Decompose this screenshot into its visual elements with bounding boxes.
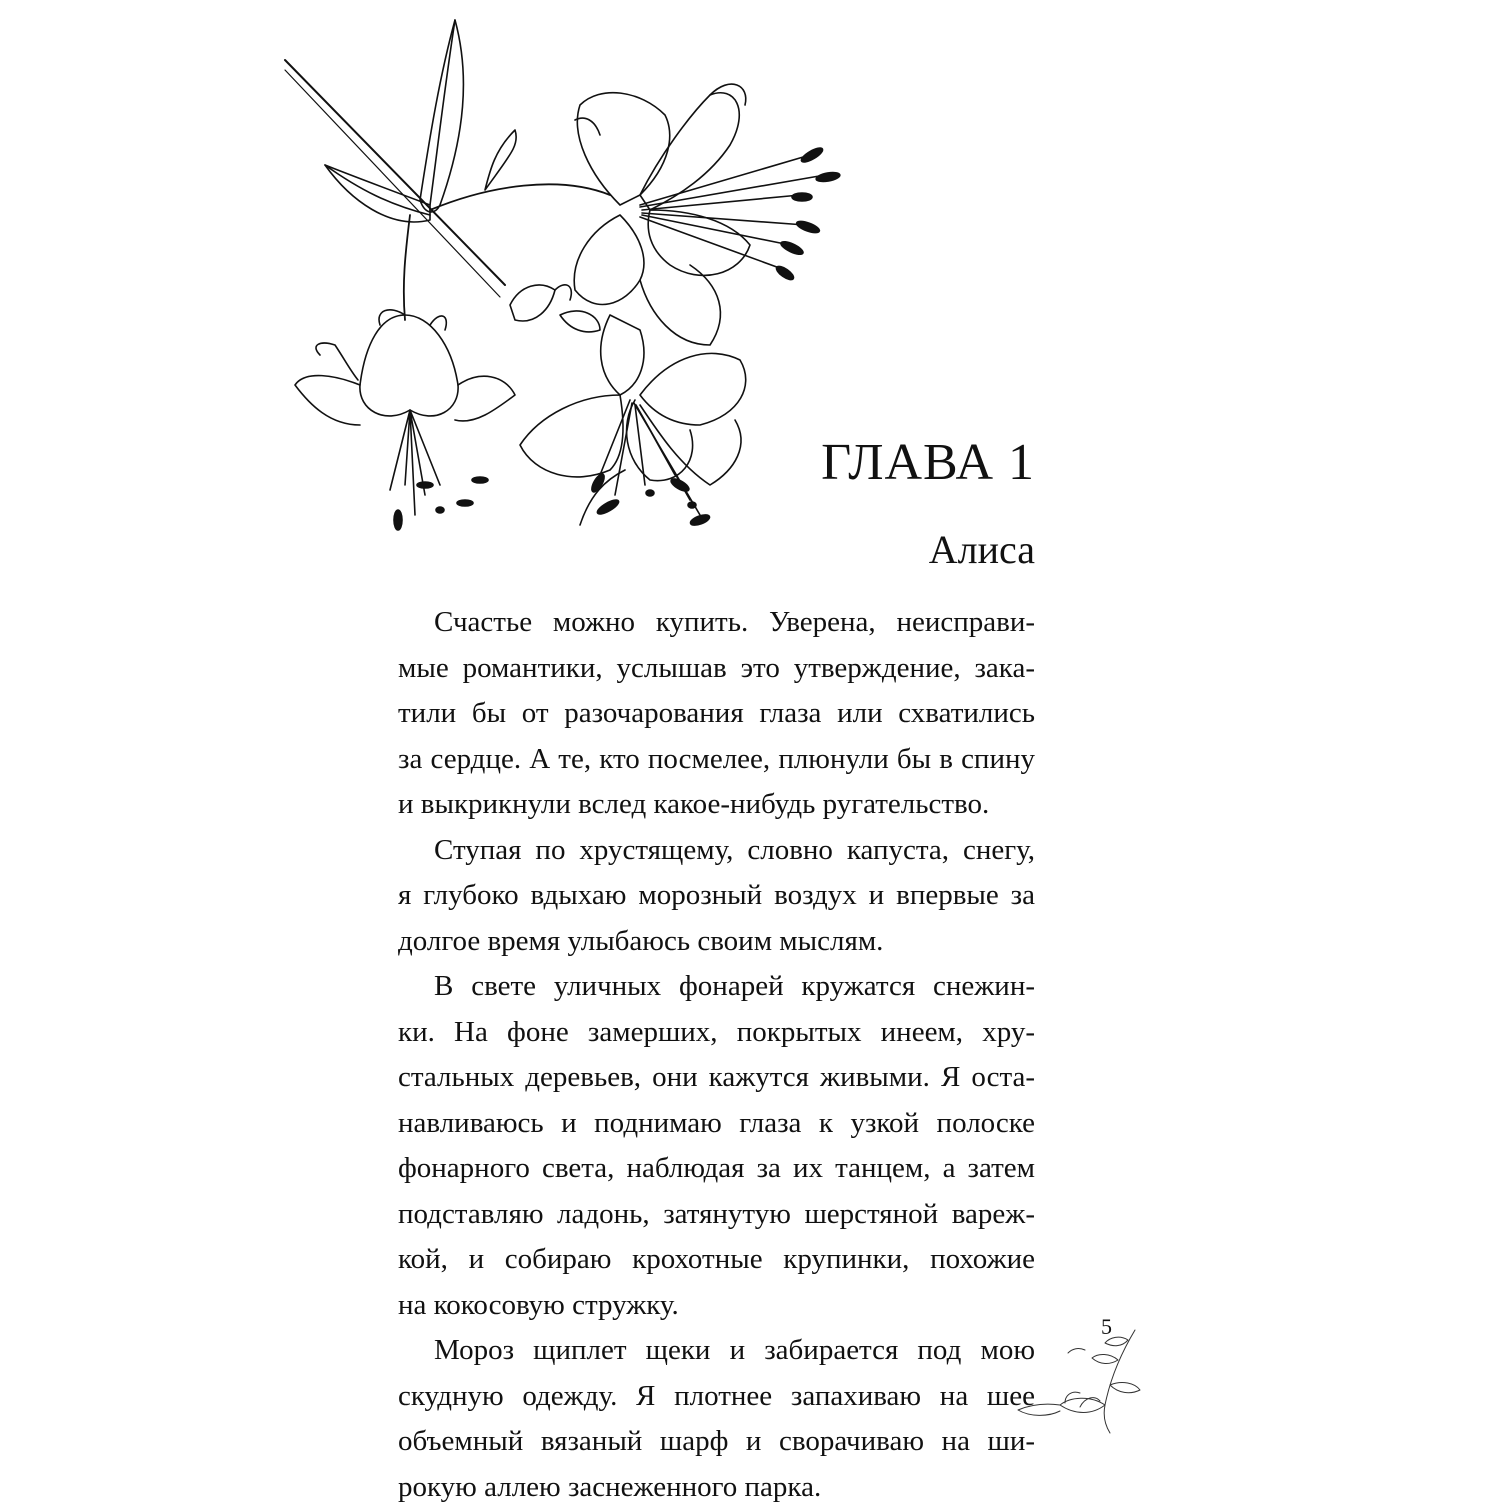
text-line: фонарного света, наблюдая за их танцем, а затем [398, 1146, 1035, 1192]
paragraph [398, 1328, 1035, 1510]
text-line: навливаюсь и поднимаю глаза к узкой полоске [398, 1101, 1035, 1147]
text-line: объемный вязаный шарф и сворачиваю на ши- [398, 1419, 1035, 1465]
text-line: кой, и собираю крохотные крупинки, похожие [398, 1237, 1035, 1283]
lily-sprig-icon [1010, 1325, 1145, 1435]
text-line: рокую аллею заснеженного парка. [398, 1465, 1035, 1510]
chapter-body-text [398, 600, 1035, 1510]
text-line: стальных деревьев, они кажутся живыми. Я оста- [398, 1055, 1035, 1101]
paragraph [398, 964, 1035, 1328]
text-line: я глубоко вдыхаю морозный воздух и впервые за [398, 873, 1035, 919]
text-line: Ступая по хрустящему, словно капуста, снегу, [398, 828, 1035, 874]
text-line: тили бы от разочарования глаза или схватились [398, 691, 1035, 737]
text-line: Счастье можно купить. Уверена, неисправи- [398, 600, 1035, 646]
text-line: мые романтики, услышав это утверждение, зака- [398, 646, 1035, 692]
text-line: и выкрикнули вслед какое-нибудь ругательство. [398, 782, 1035, 828]
paragraph [398, 828, 1035, 965]
text-line: подставляю ладонь, затянутую шерстяной вареж- [398, 1192, 1035, 1238]
chapter-subtitle: Алиса [929, 530, 1035, 570]
lily-illustration-icon [280, 15, 850, 560]
text-line: скудную одежду. Я плотнее запахиваю на шее [398, 1374, 1035, 1420]
text-line: за сердце. А те, кто посмелее, плюнули бы в спину [398, 737, 1035, 783]
text-line: ки. На фоне замерших, покрытых инеем, хру- [398, 1010, 1035, 1056]
text-line: В свете уличных фонарей кружатся снежин- [398, 964, 1035, 1010]
chapter-heading: ГЛАВА 1 [821, 437, 1035, 489]
page-number: 5 [1101, 1316, 1112, 1338]
text-line: Мороз щиплет щеки и забирается под мою [398, 1328, 1035, 1374]
text-line: долгое время улыбаюсь своим мыслям. [398, 919, 1035, 965]
text-line: на кокосовую стружку. [398, 1283, 1035, 1329]
paragraph [398, 600, 1035, 828]
